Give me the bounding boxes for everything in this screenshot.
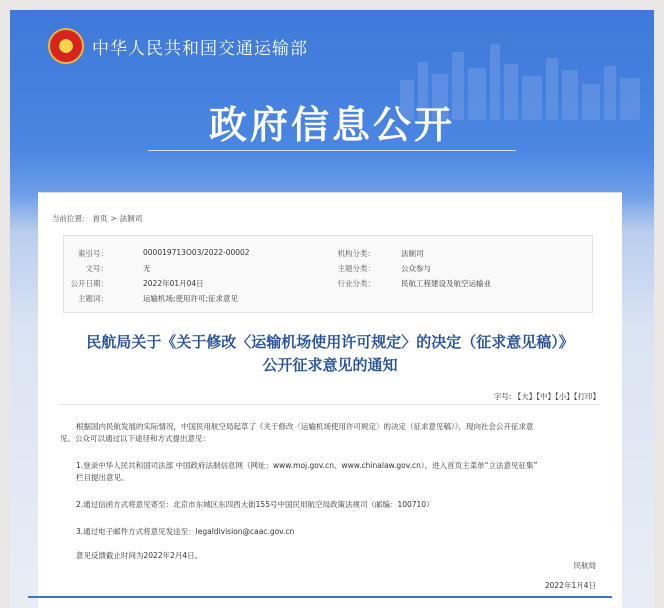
font-medium-button[interactable]: 【中】: [536, 392, 555, 401]
breadcrumb-separator: >: [110, 214, 117, 223]
org-value: 法制司: [401, 249, 424, 258]
keywords-label: 主题词：: [78, 294, 108, 303]
breadcrumb: [52, 213, 145, 224]
meta-row-1: [64, 248, 592, 264]
font-size-label: 字号:: [493, 392, 512, 401]
breadcrumb-prefix: 当前位置：: [52, 214, 90, 223]
font-small-button[interactable]: 【小】: [555, 392, 574, 401]
paragraph-method-3[interactable]: 3.通过电子邮件方式将意见发送至：legaldivision@caac.gov.cn: [76, 527, 295, 536]
article-title-line1: 民航局关于《关于修改〈运输机场使用许可规定〉的决定（征求意见稿）》: [86, 333, 574, 351]
meta-row-4: [64, 293, 592, 309]
meta-row-3: [64, 278, 592, 294]
breadcrumb-section-link[interactable]: 法制司: [119, 214, 143, 223]
paragraph-method-1: [76, 460, 596, 484]
content-card: [38, 192, 622, 608]
ministry-name[interactable]: 中华人民共和国交通运输部: [92, 38, 308, 59]
card-bottom-bar: [28, 596, 612, 598]
docno-value: 无: [143, 264, 151, 273]
national-emblem-icon[interactable]: ★: [48, 28, 84, 64]
docno-label: 文号：: [85, 264, 108, 273]
paragraph-method-1-line1: 1.登录中华人民共和国司法部 中国政府法制信息网（网址：www.moj.gov.cn、www.chinalaw.gov.cn），进入首页主菜单“立法意见征集”: [76, 461, 538, 470]
print-button[interactable]: 【打印】: [573, 392, 600, 401]
banner-title: 政府信息公开: [208, 103, 455, 147]
paragraph-intro: [60, 421, 596, 445]
org-label: 机构分类：: [337, 249, 375, 258]
signature-org: 民航局: [573, 561, 596, 570]
title-divider: [60, 404, 600, 405]
industry-value: 民航工程建设及航空运输业: [401, 279, 491, 288]
keywords-value: 运输机场;使用许可;征求意见: [143, 294, 239, 303]
date-label: 公开日期：: [70, 279, 108, 288]
document-metadata-table: [63, 235, 593, 313]
site-header: [48, 26, 308, 66]
paragraph-method-2: 2.通过信函方式将意见寄至：北京市东城区东四西大街155号中国民用航空局政策法规司（邮编：100710）: [76, 500, 434, 509]
page-frame: [10, 10, 654, 608]
signature-date: 2022年1月4日: [544, 581, 596, 590]
breadcrumb-home-link[interactable]: 首页: [92, 214, 108, 223]
paragraph-method-1-line2: 栏目提出意见。: [76, 473, 129, 482]
date-value: 2022年01月04日: [143, 279, 204, 288]
banner-underline: [148, 150, 516, 151]
index-label: 索引号：: [78, 249, 108, 258]
font-size-controls: [494, 391, 600, 402]
topic-label: 主题分类：: [337, 264, 375, 273]
index-value: 000019713O03/2022-00002: [143, 248, 250, 257]
article-title: [38, 331, 622, 377]
article-title-line2: 公开征求意见的通知: [262, 356, 398, 374]
industry-label: 行业分类：: [337, 279, 375, 288]
meta-row-2: [64, 263, 592, 279]
paragraph-deadline: 意见反馈截止时间为2022年2月4日。: [76, 551, 203, 560]
font-large-button[interactable]: 【大】: [513, 392, 537, 401]
paragraph-intro-line1: 根据国内民航发展的实际情况，中国民用航空局起草了《关于修改〈运输机场使用许可规定〉的决定（征求意见稿）》，现向社会公开征求意: [76, 422, 534, 431]
topic-value: 公众参与: [401, 264, 431, 273]
paragraph-intro-line2: 见。公众可以通过以下途径和方式提出意见：: [60, 434, 210, 443]
